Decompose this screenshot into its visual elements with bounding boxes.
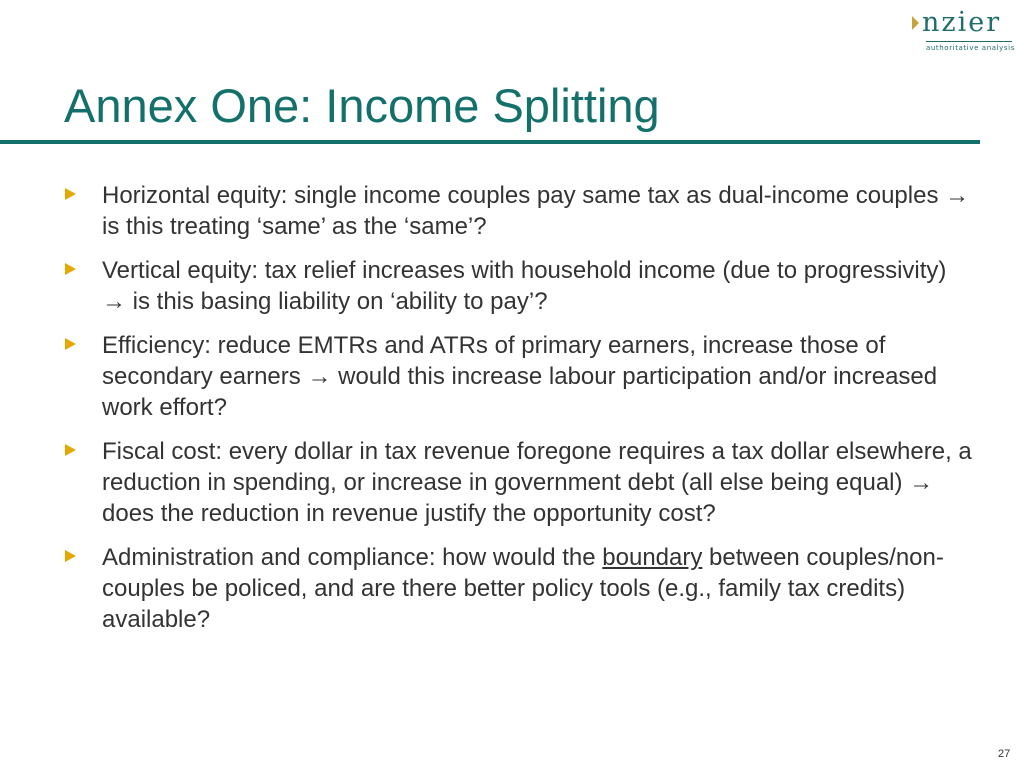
bullet-list (62, 180, 972, 648)
bullet-arrow-icon (65, 188, 76, 200)
bullet-text-part: Administration and compliance: how would the (102, 544, 603, 571)
logo-divider (926, 41, 1012, 42)
bullet-arrow-icon (65, 444, 76, 456)
bullet-text (102, 542, 972, 635)
title-underline (0, 140, 980, 144)
bullet-item (62, 542, 972, 635)
slide-title: Annex One: Income Splitting (64, 79, 660, 132)
bullet-text-part: between couples/non-couples be policed, and are there better policy tools (e.g., family tax credits) available? (102, 544, 944, 633)
bullet-arrow-icon (65, 338, 76, 350)
bullet-text: Vertical equity: tax relief increases with household income (due to progressivity) → is this basing liability on ‘ability to pay’? (102, 257, 947, 315)
nzier-logo (912, 7, 1015, 60)
logo-arrow-icon (912, 16, 919, 30)
logo-tagline: authoritative analysis (926, 44, 1015, 52)
bullet-text: Horizontal equity: single income couples pay same tax as dual-income couples → is this treating ‘same’ as the ‘same’? (102, 182, 970, 240)
page-number: 27 (998, 748, 1011, 760)
bullet-text: Fiscal cost: every dollar in tax revenue foregone requires a tax dollar elsewhere, a reduction in spending, or increase in government debt (all else being equal) → does the reduction in revenue justify the opportunity cost? (102, 438, 972, 527)
underlined-term: boundary (602, 544, 703, 571)
bullet-item (62, 255, 972, 317)
bullet-item (62, 180, 972, 242)
bullet-arrow-icon (65, 550, 76, 562)
bullet-text: Efficiency: reduce EMTRs and ATRs of primary earners, increase those of secondary earners → would this increase labour participation and/or increased work effort? (102, 332, 938, 421)
bullet-arrow-icon (65, 263, 76, 275)
bullet-item (62, 436, 972, 529)
logo-wordmark: nzier (922, 7, 1002, 38)
bullet-item (62, 330, 972, 423)
